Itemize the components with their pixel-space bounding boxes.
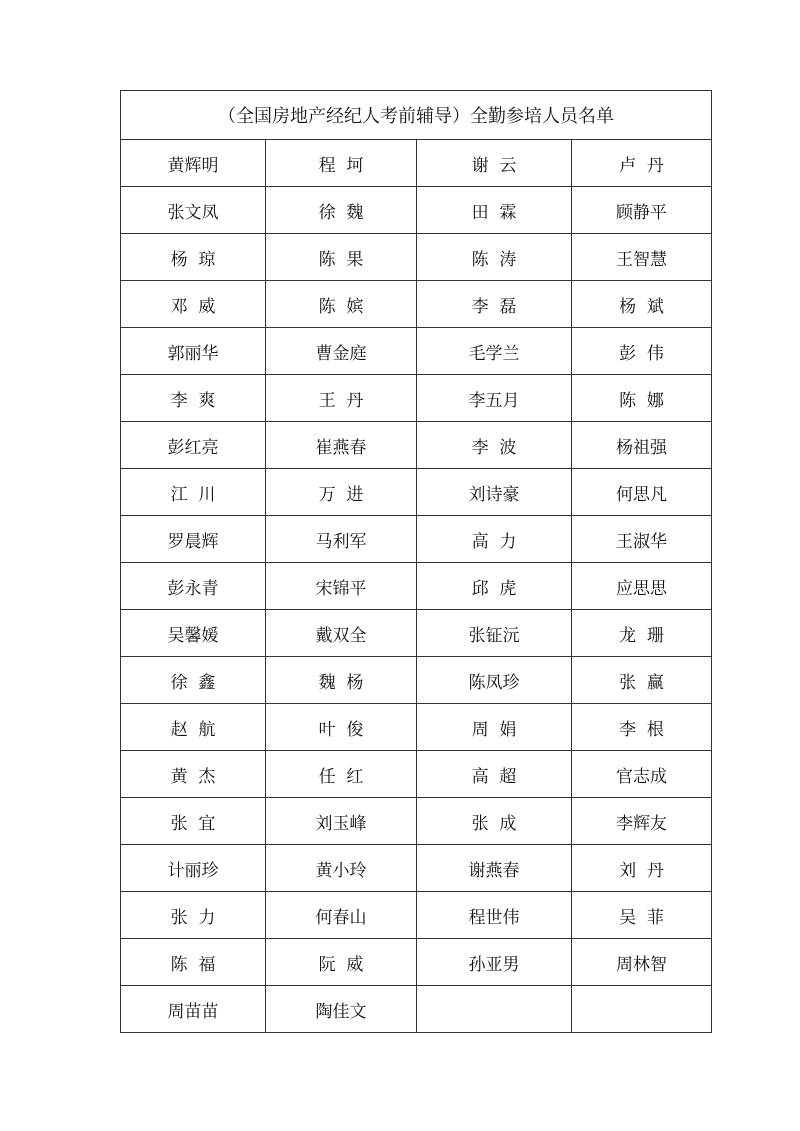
name-cell: 陈凤珍 [417,657,572,704]
name-cell: 彭 伟 [572,328,712,375]
name-cell: 龙 珊 [572,610,712,657]
name-cell: 程 坷 [266,140,417,187]
table-row [121,986,712,1033]
table-row [121,751,712,798]
name-cell: 张 成 [417,798,572,845]
table-row [121,140,712,187]
name-cell: 郭丽华 [121,328,266,375]
name-cell: 戴双全 [266,610,417,657]
name-cell: 李 爽 [121,375,266,422]
name-cell: 田 霖 [417,187,572,234]
name-cell: 吴馨媛 [121,610,266,657]
name-cell: 杨 琼 [121,234,266,281]
name-cell: 王 丹 [266,375,417,422]
name-cell: 王智慧 [572,234,712,281]
name-cell: 马利军 [266,516,417,563]
table-row [121,328,712,375]
name-cell: 杨 斌 [572,281,712,328]
table-row [121,234,712,281]
table-row [121,892,712,939]
attendance-roster [120,90,711,1033]
table-row [121,657,712,704]
table-row [121,939,712,986]
name-cell: 陈 嫔 [266,281,417,328]
name-cell: 程世伟 [417,892,572,939]
name-cell: 王淑华 [572,516,712,563]
name-cell: 罗晨辉 [121,516,266,563]
name-cell: 张文凤 [121,187,266,234]
table-row [121,187,712,234]
name-cell: 叶 俊 [266,704,417,751]
name-cell: 彭红亮 [121,422,266,469]
name-cell: 黄辉明 [121,140,266,187]
name-cell: 计丽珍 [121,845,266,892]
name-cell: 曹金庭 [266,328,417,375]
name-cell: 刘玉峰 [266,798,417,845]
name-cell: 黄小玲 [266,845,417,892]
table-row [121,375,712,422]
name-cell: 谢 云 [417,140,572,187]
table-row [121,845,712,892]
name-cell: 陈 果 [266,234,417,281]
name-cell: 官志成 [572,751,712,798]
table-row [121,563,712,610]
roster-table [120,90,712,1033]
name-cell: 任 红 [266,751,417,798]
document-title: （全国房地产经纪人考前辅导）全勤参培人员名单 [121,91,712,140]
name-cell: 陶佳文 [266,986,417,1033]
name-cell: 李 磊 [417,281,572,328]
name-cell: 徐 鑫 [121,657,266,704]
empty-cell [417,986,572,1033]
name-cell: 高 超 [417,751,572,798]
table-row [121,281,712,328]
name-cell: 江 川 [121,469,266,516]
table-row [121,798,712,845]
name-cell: 彭永青 [121,563,266,610]
table-row [121,422,712,469]
name-cell: 崔燕春 [266,422,417,469]
title-row [121,91,712,140]
name-cell: 张 力 [121,892,266,939]
name-cell: 徐 魏 [266,187,417,234]
name-cell: 何思凡 [572,469,712,516]
name-cell: 吴 菲 [572,892,712,939]
name-cell: 阮 威 [266,939,417,986]
table-row [121,469,712,516]
name-cell: 李辉友 [572,798,712,845]
name-cell: 应思思 [572,563,712,610]
name-cell: 卢 丹 [572,140,712,187]
name-cell: 宋锦平 [266,563,417,610]
name-cell: 顾静平 [572,187,712,234]
name-cell: 张 赢 [572,657,712,704]
name-cell: 邱 虎 [417,563,572,610]
name-cell: 陈 涛 [417,234,572,281]
name-cell: 刘诗豪 [417,469,572,516]
table-row [121,516,712,563]
name-cell: 何春山 [266,892,417,939]
empty-cell [572,986,712,1033]
name-cell: 黄 杰 [121,751,266,798]
name-cell: 邓 威 [121,281,266,328]
name-cell: 魏 杨 [266,657,417,704]
name-cell: 杨祖强 [572,422,712,469]
name-cell: 周苗苗 [121,986,266,1033]
name-cell: 万 进 [266,469,417,516]
table-row [121,704,712,751]
name-cell: 李 根 [572,704,712,751]
table-row [121,610,712,657]
name-cell: 毛学兰 [417,328,572,375]
name-cell: 周林智 [572,939,712,986]
name-cell: 李 波 [417,422,572,469]
name-cell: 周 娟 [417,704,572,751]
name-cell: 谢燕春 [417,845,572,892]
name-cell: 陈 娜 [572,375,712,422]
name-cell: 高 力 [417,516,572,563]
name-cell: 张 宜 [121,798,266,845]
name-cell: 赵 航 [121,704,266,751]
name-cell: 孙亚男 [417,939,572,986]
name-cell: 陈 福 [121,939,266,986]
name-cell: 李五月 [417,375,572,422]
name-cell: 张钲沅 [417,610,572,657]
name-cell: 刘 丹 [572,845,712,892]
